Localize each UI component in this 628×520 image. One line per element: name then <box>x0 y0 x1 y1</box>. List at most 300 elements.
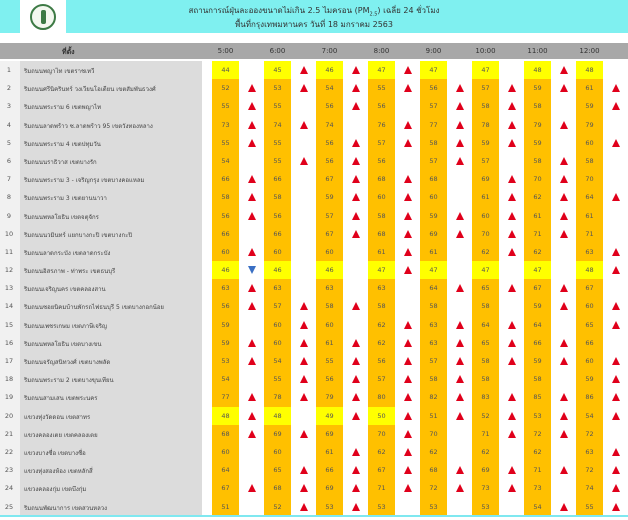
red-triangle-up-icon <box>404 412 412 420</box>
red-triangle-up-icon <box>508 102 516 110</box>
trend-up-icon <box>603 393 628 403</box>
trend-up-icon <box>395 466 420 476</box>
red-triangle-up-icon <box>456 393 464 401</box>
blue-triangle-down-icon <box>248 266 256 274</box>
pm25-value-cell: 56 <box>316 152 343 170</box>
pm25-value-cell: 48 <box>576 261 603 279</box>
red-triangle-up-icon <box>404 212 412 220</box>
trend-up-icon <box>395 321 420 331</box>
station-name: ริมถนนจรัญสนิทวงศ์ เขตบางพลัด <box>24 359 111 366</box>
pm25-value-cell: 58 <box>524 152 551 170</box>
table-row <box>0 334 628 352</box>
red-triangle-up-icon <box>352 484 360 492</box>
table-row <box>0 152 628 170</box>
trend-up-icon <box>343 484 368 494</box>
pm25-value-cell: 61 <box>576 79 603 97</box>
red-triangle-up-icon <box>560 412 568 420</box>
table-row <box>0 243 628 261</box>
trend-up-icon <box>291 466 316 476</box>
pm25-value-cell: 65 <box>472 279 499 297</box>
red-triangle-up-icon <box>404 375 412 383</box>
red-triangle-up-icon <box>300 503 308 511</box>
trend-up-icon <box>343 84 368 94</box>
pm25-value-cell: 51 <box>212 498 239 516</box>
trend-up-icon <box>291 66 316 76</box>
red-triangle-up-icon <box>404 393 412 401</box>
station-name: ริมถนนพัฒนาการ เขตสวนหลวง <box>24 504 108 512</box>
row-number: 24 <box>4 484 14 493</box>
pm25-value-cell: 69 <box>316 479 343 497</box>
pm25-value-cell: 76 <box>368 116 395 134</box>
red-triangle-up-icon <box>456 84 464 92</box>
row-number: 19 <box>4 393 14 402</box>
trend-up-icon <box>239 393 264 403</box>
pm25-value-cell: 72 <box>420 479 447 497</box>
trend-up-icon <box>603 448 628 458</box>
pm25-value-cell: 58 <box>524 370 551 388</box>
pm25-value-cell: 66 <box>316 461 343 479</box>
pm25-value-cell: 52 <box>264 498 291 516</box>
pm25-value-cell: 66 <box>264 170 291 188</box>
red-triangle-up-icon <box>612 357 620 365</box>
red-triangle-up-icon <box>352 175 360 183</box>
trend-up-icon <box>499 393 524 403</box>
trend-up-icon <box>291 302 316 312</box>
row-number: 3 <box>6 102 12 111</box>
red-triangle-up-icon <box>508 357 516 365</box>
pm25-value-cell: 47 <box>524 261 551 279</box>
pm25-value-cell: 54 <box>212 370 239 388</box>
red-triangle-up-icon <box>352 139 360 147</box>
trend-up-icon <box>239 339 264 349</box>
pm25-value-cell: 69 <box>472 170 499 188</box>
time-column-header: 12:00 <box>579 47 600 55</box>
red-triangle-up-icon <box>560 121 568 129</box>
row-number: 2 <box>6 84 12 93</box>
trend-up-icon <box>551 284 576 294</box>
red-triangle-up-icon <box>352 302 360 310</box>
trend-up-icon <box>447 466 472 476</box>
trend-up-icon <box>239 175 264 185</box>
red-triangle-up-icon <box>456 212 464 220</box>
pm25-value-cell: 46 <box>212 261 239 279</box>
pm25-value-cell: 70 <box>368 425 395 443</box>
pm25-value-cell: 60 <box>316 316 343 334</box>
red-triangle-up-icon <box>456 357 464 365</box>
station-name: ริมถนนพระราม 4 เขตปทุมวัน <box>24 140 101 148</box>
pm25-value-cell: 55 <box>368 79 395 97</box>
pm25-value-cell: 46 <box>316 261 343 279</box>
red-triangle-up-icon <box>404 466 412 474</box>
pm25-value-cell: 63 <box>576 243 603 261</box>
trend-up-icon <box>343 193 368 203</box>
trend-up-icon <box>499 412 524 422</box>
pm25-value-cell: 78 <box>472 116 499 134</box>
pm25-value-cell: 63 <box>420 334 447 352</box>
pm25-value-cell: 48 <box>264 407 291 425</box>
pm25-value-cell: 66 <box>524 334 551 352</box>
trend-up-icon <box>447 339 472 349</box>
red-triangle-up-icon <box>456 339 464 347</box>
trend-up-icon <box>551 84 576 94</box>
red-triangle-up-icon <box>404 339 412 347</box>
station-name: ริมถนนเพชรเกษม เขตภาษีเจริญ <box>24 322 108 330</box>
pm25-value-cell: 58 <box>420 297 447 315</box>
red-triangle-up-icon <box>456 484 464 492</box>
pm25-value-cell: 65 <box>264 461 291 479</box>
trend-up-icon <box>499 284 524 294</box>
red-triangle-up-icon <box>352 503 360 511</box>
pm25-value-cell: 64 <box>576 188 603 206</box>
trend-up-icon <box>343 212 368 222</box>
pm25-value-cell: 71 <box>524 225 551 243</box>
pm25-value-cell: 62 <box>524 188 551 206</box>
pm25-value-cell: 57 <box>316 207 343 225</box>
pm25-value-cell: 72 <box>524 425 551 443</box>
red-triangle-up-icon <box>560 393 568 401</box>
red-triangle-up-icon <box>508 430 516 438</box>
red-triangle-up-icon <box>508 393 516 401</box>
pm25-value-cell: 68 <box>420 461 447 479</box>
trend-up-icon <box>291 321 316 331</box>
red-triangle-up-icon <box>352 393 360 401</box>
pm25-value-cell: 54 <box>316 79 343 97</box>
trend-down-icon <box>239 266 264 276</box>
trend-up-icon <box>499 430 524 440</box>
trend-up-icon <box>447 121 472 131</box>
pm25-value-cell: 56 <box>316 134 343 152</box>
station-name: ริมถนนพญาไท เขตราชเทวี <box>24 68 95 75</box>
pm25-value-cell: 74 <box>264 116 291 134</box>
pm25-value-cell: 58 <box>316 297 343 315</box>
station-name: ริมถนนลาดกระบัง เขตลาดกระบัง <box>24 249 111 257</box>
trend-up-icon <box>395 357 420 367</box>
pm25-value-cell: 60 <box>368 188 395 206</box>
trend-up-icon <box>291 484 316 494</box>
red-triangle-up-icon <box>300 321 308 329</box>
red-triangle-up-icon <box>508 484 516 492</box>
station-name: ริมถนนอิสรภาพ - ท่าพระ เขตธนบุรี <box>24 268 116 276</box>
trend-up-icon <box>239 84 264 94</box>
table-row <box>0 261 628 279</box>
trend-up-icon <box>343 448 368 458</box>
row-number: 7 <box>6 175 12 184</box>
pm25-value-cell: 62 <box>524 243 551 261</box>
trend-up-icon <box>395 375 420 385</box>
pm25-value-cell: 67 <box>576 279 603 297</box>
trend-up-icon <box>291 339 316 349</box>
location-column-header: ที่ตั้ง <box>62 48 75 56</box>
station-name: แขวงบางซื่อ เขตบางซื่อ <box>24 449 86 457</box>
trend-up-icon <box>343 375 368 385</box>
pm25-value-cell: 59 <box>420 207 447 225</box>
red-triangle-up-icon <box>508 339 516 347</box>
pm25-value-cell: 53 <box>264 79 291 97</box>
trend-up-icon <box>343 157 368 167</box>
pm25-value-cell: 55 <box>264 134 291 152</box>
row-number: 14 <box>4 302 14 311</box>
pm25-value-cell: 77 <box>420 116 447 134</box>
trend-up-icon <box>291 357 316 367</box>
trend-up-icon <box>395 266 420 276</box>
row-number: 20 <box>4 411 14 420</box>
trend-up-icon <box>343 102 368 112</box>
station-name: แขวงทุ่งสองห้อง เขตหลักสี่ <box>24 468 93 476</box>
title-banner <box>0 0 628 33</box>
pm25-value-cell: 60 <box>420 188 447 206</box>
trend-up-icon <box>603 193 628 203</box>
pm25-value-cell: 63 <box>420 316 447 334</box>
red-triangle-up-icon <box>612 248 620 256</box>
trend-up-icon <box>395 175 420 185</box>
trend-up-icon <box>343 302 368 312</box>
trend-up-icon <box>603 357 628 367</box>
trend-up-icon <box>395 248 420 258</box>
pm25-value-cell: 60 <box>316 243 343 261</box>
pm25-value-cell: 59 <box>576 370 603 388</box>
pm25-value-cell: 64 <box>472 316 499 334</box>
pm25-value-cell: 53 <box>420 498 447 516</box>
red-triangle-up-icon <box>612 484 620 492</box>
trend-up-icon <box>447 84 472 94</box>
pm25-value-cell: 82 <box>420 388 447 406</box>
red-triangle-up-icon <box>404 321 412 329</box>
red-triangle-up-icon <box>404 66 412 74</box>
pm25-value-cell: 63 <box>212 279 239 297</box>
red-triangle-up-icon <box>300 121 308 129</box>
bottom-divider <box>0 515 628 517</box>
table-row <box>0 352 628 370</box>
red-triangle-up-icon <box>352 412 360 420</box>
pm25-value-cell: 55 <box>264 97 291 115</box>
red-triangle-up-icon <box>248 302 256 310</box>
pm25-value-cell: 56 <box>212 207 239 225</box>
pm25-value-cell: 57 <box>368 134 395 152</box>
red-triangle-up-icon <box>404 430 412 438</box>
pm25-value-cell: 52 <box>472 407 499 425</box>
pm25-value-cell: 71 <box>472 425 499 443</box>
pm25-value-cell: 54 <box>524 498 551 516</box>
pm25-value-cell: 65 <box>472 334 499 352</box>
table-row <box>0 407 628 425</box>
red-triangle-up-icon <box>456 102 464 110</box>
pm25-value-cell: 47 <box>420 261 447 279</box>
pm25-value-cell: 55 <box>264 370 291 388</box>
red-triangle-up-icon <box>456 139 464 147</box>
page-title: สถานการณ์ฝุ่นละอองขนาดไม่เกิน 2.5 ไมครอน $(PM_{2.5})$ เฉลี่ย 24 ชั่วโมง <box>188 6 440 18</box>
trend-up-icon <box>603 503 628 513</box>
pm25-value-cell: 71 <box>368 479 395 497</box>
trend-up-icon <box>551 157 576 167</box>
table-row <box>0 79 628 97</box>
red-triangle-up-icon <box>248 193 256 201</box>
pm25-value-cell: 61 <box>368 243 395 261</box>
pm25-value-cell: 79 <box>524 116 551 134</box>
red-triangle-up-icon <box>508 230 516 238</box>
red-triangle-up-icon <box>404 193 412 201</box>
pm25-value-cell: 53 <box>472 498 499 516</box>
red-triangle-up-icon <box>248 121 256 129</box>
trend-up-icon <box>343 412 368 422</box>
station-name: ริมถนนศรีนิครินทร์ วงเวียนโอเดียน เขตสัมพันธวงศ์ <box>24 86 156 94</box>
red-triangle-up-icon <box>352 212 360 220</box>
red-triangle-up-icon <box>508 139 516 147</box>
pm25-value-cell: 60 <box>576 134 603 152</box>
row-number: 13 <box>4 284 14 293</box>
pm25-value-cell: 55 <box>576 498 603 516</box>
red-triangle-up-icon <box>612 448 620 456</box>
red-triangle-up-icon <box>508 466 516 474</box>
pm25-table-body <box>0 61 628 516</box>
trend-up-icon <box>499 484 524 494</box>
trend-up-icon <box>239 284 264 294</box>
trend-up-icon <box>395 412 420 422</box>
red-triangle-up-icon <box>404 230 412 238</box>
red-triangle-up-icon <box>404 484 412 492</box>
red-triangle-up-icon <box>248 484 256 492</box>
pm25-value-cell: 56 <box>420 79 447 97</box>
pm25-value-cell: 54 <box>576 407 603 425</box>
pm25-value-cell: 62 <box>472 443 499 461</box>
trend-up-icon <box>395 66 420 76</box>
table-row <box>0 498 628 516</box>
trend-up-icon <box>551 339 576 349</box>
red-triangle-up-icon <box>456 230 464 238</box>
pm25-value-cell: 57 <box>420 352 447 370</box>
pm25-value-cell: 46 <box>316 61 343 79</box>
red-triangle-up-icon <box>248 412 256 420</box>
pm25-value-cell: 53 <box>368 498 395 516</box>
trend-up-icon <box>499 339 524 349</box>
pm25-value-cell: 73 <box>472 479 499 497</box>
trend-up-icon <box>447 157 472 167</box>
pm25-value-cell: 71 <box>524 461 551 479</box>
table-row <box>0 170 628 188</box>
trend-up-icon <box>239 484 264 494</box>
trend-up-icon <box>447 230 472 240</box>
red-triangle-up-icon <box>560 503 568 511</box>
trend-up-icon <box>551 230 576 240</box>
red-triangle-up-icon <box>612 102 620 110</box>
row-number: 25 <box>4 502 14 511</box>
row-number: 12 <box>4 266 14 275</box>
trend-up-icon <box>499 466 524 476</box>
pm25-value-cell: 69 <box>316 425 343 443</box>
trend-up-icon <box>603 139 628 149</box>
table-row <box>0 370 628 388</box>
pm25-value-cell: 55 <box>212 97 239 115</box>
pm25-value-cell: 86 <box>576 388 603 406</box>
trend-up-icon <box>395 121 420 131</box>
pm25-value-cell: 56 <box>212 297 239 315</box>
trend-up-icon <box>447 212 472 222</box>
pm25-value-cell: 53 <box>316 498 343 516</box>
trend-up-icon <box>395 430 420 440</box>
table-row <box>0 61 628 79</box>
red-triangle-up-icon <box>508 212 516 220</box>
pm25-value-cell: 56 <box>368 97 395 115</box>
station-name: ริมถนนนราธิวาส เขตบางรัก <box>24 158 97 166</box>
trend-up-icon <box>343 357 368 367</box>
pm25-value-cell: 70 <box>524 170 551 188</box>
pm25-value-cell: 56 <box>316 97 343 115</box>
trend-up-icon <box>603 484 628 494</box>
station-name: แขวงคลองกุ่ม เขตบึงกุ่ม <box>24 486 87 494</box>
pm25-value-cell: 68 <box>264 479 291 497</box>
trend-up-icon <box>603 84 628 94</box>
pm25-value-cell: 54 <box>212 152 239 170</box>
station-name: แขวงทุ่งวัดดอน เขตสาทร <box>24 413 91 421</box>
station-name: แขวงคลองเตย เขตคลองเตย <box>24 431 98 439</box>
red-triangle-up-icon <box>352 375 360 383</box>
pm25-value-cell: 57 <box>420 152 447 170</box>
trend-up-icon <box>395 339 420 349</box>
trend-up-icon <box>499 84 524 94</box>
pm25-value-cell: 56 <box>368 152 395 170</box>
red-triangle-up-icon <box>404 248 412 256</box>
pm25-value-cell: 57 <box>420 97 447 115</box>
red-triangle-up-icon <box>560 230 568 238</box>
trend-up-icon <box>499 121 524 131</box>
pm25-value-cell: 57 <box>368 370 395 388</box>
trend-up-icon <box>395 230 420 240</box>
red-triangle-up-icon <box>612 84 620 92</box>
table-row <box>0 134 628 152</box>
pm25-value-cell: 60 <box>264 334 291 352</box>
trend-up-icon <box>395 393 420 403</box>
pm25-value-cell: 58 <box>420 370 447 388</box>
table-row <box>0 207 628 225</box>
pm25-value-cell: 52 <box>212 79 239 97</box>
pm25-value-cell: 47 <box>472 61 499 79</box>
row-number: 21 <box>4 429 14 438</box>
row-number: 1 <box>6 66 12 74</box>
trend-up-icon <box>395 193 420 203</box>
time-column-header: 7:00 <box>321 47 338 55</box>
trend-up-icon <box>343 503 368 513</box>
trend-up-icon <box>499 357 524 367</box>
red-triangle-up-icon <box>456 412 464 420</box>
red-triangle-up-icon <box>560 357 568 365</box>
pm25-value-cell: 55 <box>316 352 343 370</box>
trend-up-icon <box>447 412 472 422</box>
trend-up-icon <box>395 212 420 222</box>
red-triangle-up-icon <box>560 430 568 438</box>
trend-up-icon <box>395 84 420 94</box>
red-triangle-up-icon <box>612 302 620 310</box>
pm25-value-cell: 45 <box>264 61 291 79</box>
trend-up-icon <box>551 466 576 476</box>
row-number: 11 <box>4 247 14 256</box>
pm25-value-cell: 58 <box>368 207 395 225</box>
trend-up-icon <box>291 157 316 167</box>
trend-up-icon <box>499 321 524 331</box>
trend-up-icon <box>343 393 368 403</box>
pm25-value-cell: 67 <box>316 170 343 188</box>
pm25-value-cell: 74 <box>316 116 343 134</box>
trend-up-icon <box>551 302 576 312</box>
trend-up-icon <box>291 375 316 385</box>
row-number: 22 <box>4 447 14 456</box>
red-triangle-up-icon <box>352 84 360 92</box>
trend-up-icon <box>291 503 316 513</box>
row-number: 8 <box>6 193 12 202</box>
pm25-value-cell: 44 <box>212 61 239 79</box>
time-column-header: 5:00 <box>217 47 234 55</box>
pm25-value-cell: 47 <box>368 61 395 79</box>
trend-up-icon <box>499 230 524 240</box>
table-row <box>0 479 628 497</box>
